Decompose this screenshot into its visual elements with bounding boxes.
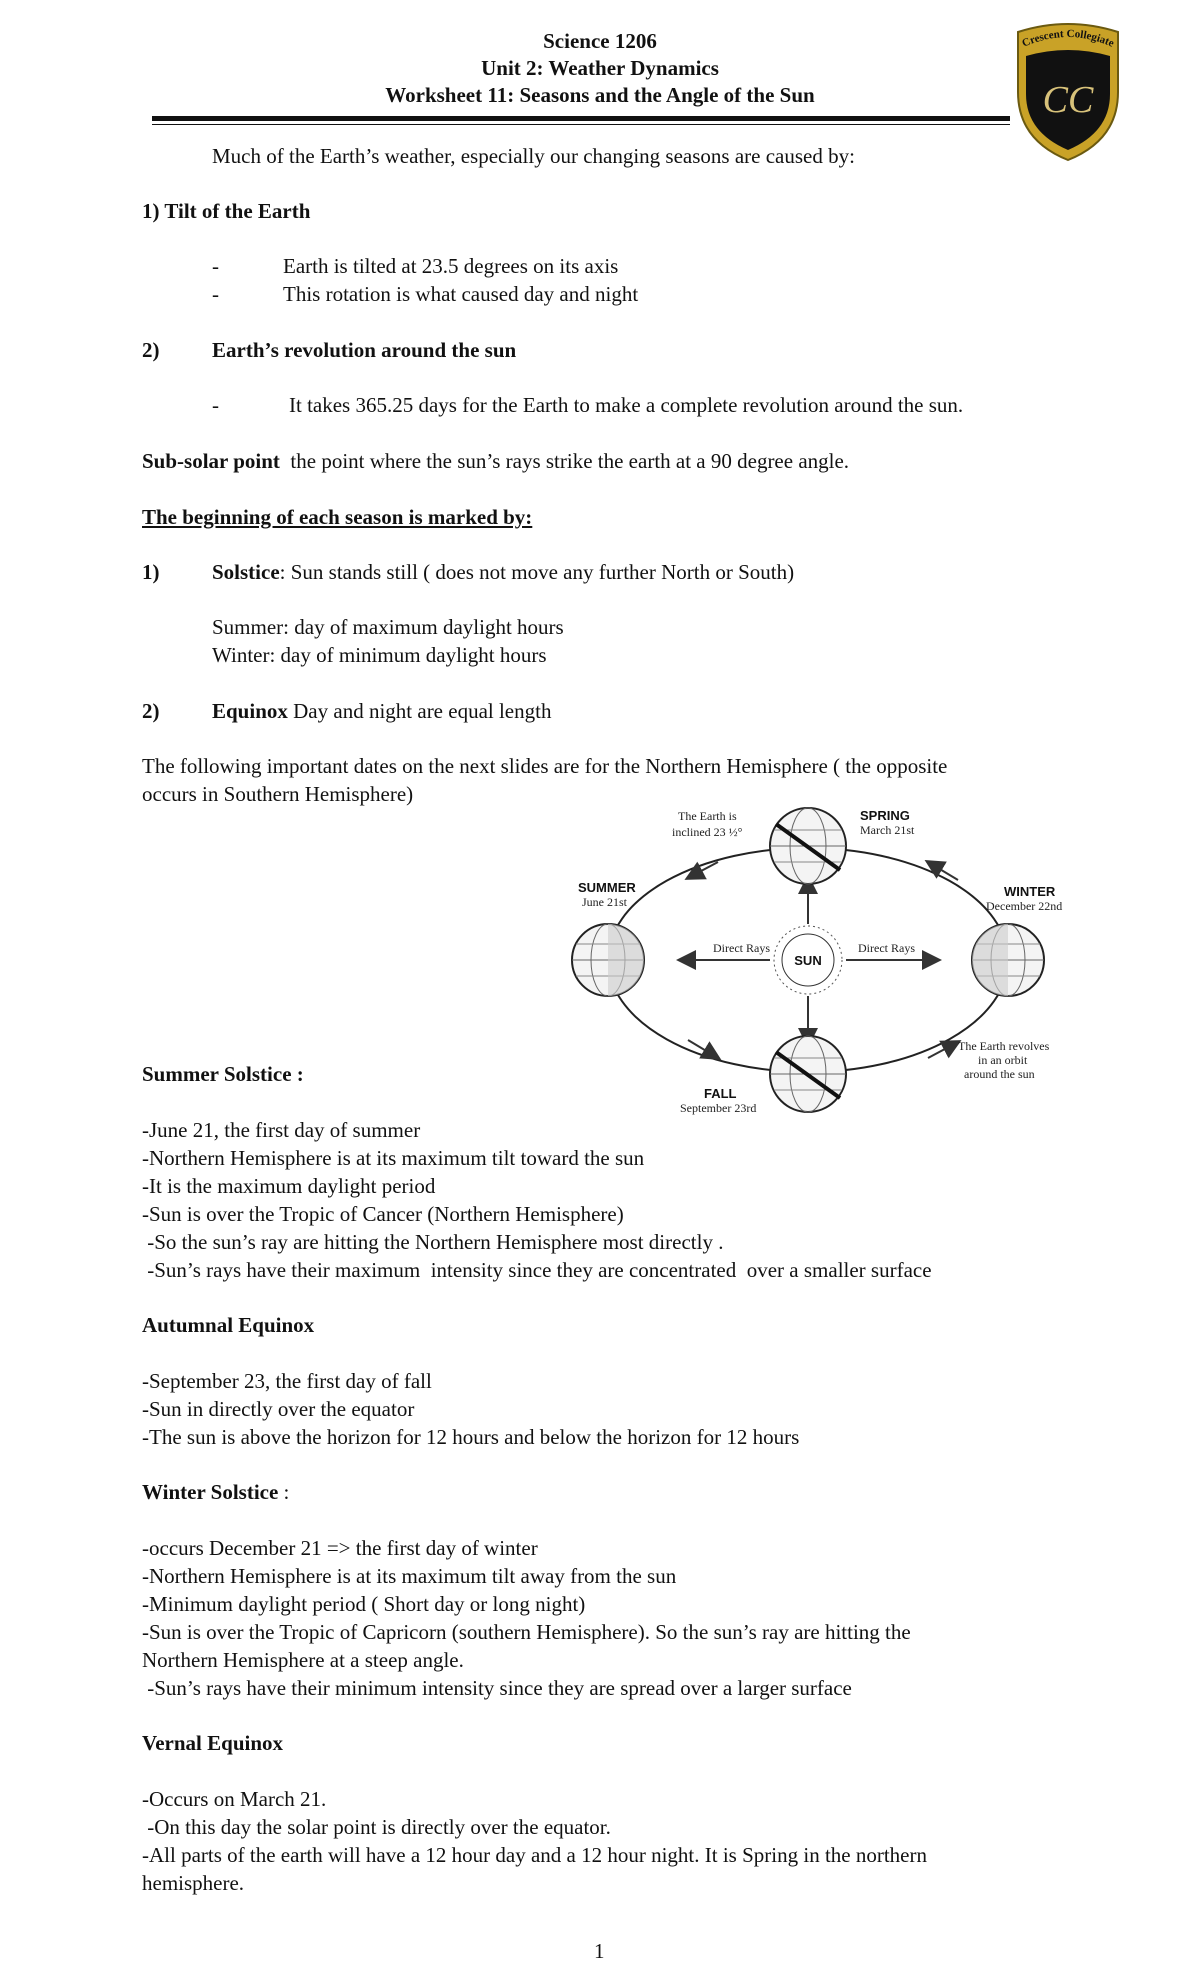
winter-solstice-line: Northern Hemisphere at a steep angle. — [142, 1648, 464, 1672]
tilt-heading: 1) Tilt of the Earth — [142, 199, 311, 223]
solstice-winter: Winter: day of minimum daylight hours — [212, 643, 547, 667]
subsolar-text: the point where the sun’s rays strike the earth at a 90 degree angle. — [290, 449, 850, 473]
solstice-text: : Sun stands still ( does not move any further North or South) — [279, 560, 795, 584]
subsolar-definition — [142, 448, 849, 474]
solstice-term: Solstice — [212, 560, 280, 584]
sun-label: SUN — [794, 953, 822, 968]
globe-winter-icon — [972, 924, 1044, 996]
summer-solstice-line: -So the sun’s ray are hitting the Northern Hemisphere most directly . — [142, 1230, 724, 1254]
winter-solstice-line: -Sun’s rays have their minimum intensity since they are spread over a larger surface — [142, 1676, 852, 1700]
revolves-label-line-3: around the sun — [964, 1067, 1035, 1081]
autumnal-equinox-line: -Sun in directly over the equator — [142, 1397, 415, 1421]
subsolar-term: Sub-solar point — [142, 449, 280, 473]
summer-solstice-line: -Northern Hemisphere is at its maximum tilt toward the sun — [142, 1146, 645, 1170]
vernal-equinox-line: -On this day the solar point is directly over the equator. — [142, 1815, 611, 1839]
summer-date: June 21st — [582, 895, 627, 909]
dates-note-line-1: The following important dates on the next slides are for the Northern Hemisphere ( the opposite — [142, 754, 948, 778]
solstice-definition — [212, 559, 794, 585]
page-number: 1 — [594, 1939, 605, 1963]
vernal-equinox-line: hemisphere. — [142, 1871, 245, 1895]
spring-date: March 21st — [860, 823, 915, 837]
solstice-summer: Summer: day of maximum daylight hours — [212, 615, 564, 639]
globe-summer-icon — [572, 924, 644, 996]
tilt-bullet-1: Earth is tilted at 23.5 degrees on its axis — [283, 254, 619, 278]
school-crest-logo — [1014, 22, 1122, 162]
vernal-equinox-heading: Vernal Equinox — [142, 1731, 284, 1755]
revolves-label-line-2: in an orbit — [978, 1053, 1028, 1067]
tilt-bullet-2: This rotation is what caused day and night — [283, 282, 639, 306]
orbit-arrow-icon — [928, 1042, 958, 1058]
winter-solstice-heading-row — [142, 1479, 289, 1505]
fall-label: FALL — [704, 1086, 737, 1101]
bullet-dash: - — [212, 282, 219, 306]
winter-solstice-line: -Sun is over the Tropic of Capricorn (southern Hemisphere). So the sun’s ray are hitting the — [142, 1620, 911, 1644]
summer-solstice-line: -It is the maximum daylight period — [142, 1174, 436, 1198]
winter-label: WINTER — [1004, 884, 1056, 899]
globe-fall-icon — [770, 1036, 846, 1112]
winter-solstice-line: -Northern Hemisphere is at its maximum tilt away from the sun — [142, 1564, 677, 1588]
spring-label: SPRING — [860, 808, 910, 823]
unit-title: Unit 2: Weather Dynamics — [481, 56, 719, 80]
dates-note-line-2: occurs in Southern Hemisphere) — [142, 782, 414, 806]
globe-spring-icon — [770, 808, 846, 884]
summer-solstice-line: -Sun’s rays have their maximum intensity since they are concentrated over a smaller surface — [142, 1258, 932, 1282]
winter-solstice-heading: Winter Solstice — [142, 1480, 279, 1504]
direct-rays-right-label: Direct Rays — [858, 941, 915, 955]
inclined-label-line-2: inclined 23 ½° — [672, 825, 743, 839]
header-rule-thin — [152, 124, 1010, 125]
header-rule-thick — [152, 116, 1010, 121]
course-title: Science 1206 — [543, 29, 657, 53]
revolution-number: 2) — [142, 338, 160, 362]
vernal-equinox-line: -Occurs on March 21. — [142, 1787, 327, 1811]
crest-text: Crescent Collegiate — [1020, 27, 1116, 50]
equinox-number: 2) — [142, 699, 160, 723]
equinox-text: Day and night are equal length — [293, 699, 552, 723]
bullet-dash: - — [212, 393, 219, 417]
seasons-orbit-diagram — [568, 800, 1088, 1120]
winter-solstice-line: -occurs December 21 => the first day of winter — [142, 1536, 538, 1560]
direct-rays-left-label: Direct Rays — [713, 941, 770, 955]
autumnal-equinox-line: -The sun is above the horizon for 12 hours and below the horizon for 12 hours — [142, 1425, 800, 1449]
summer-solstice-heading: Summer Solstice : — [142, 1062, 304, 1086]
bullet-dash: - — [212, 254, 219, 278]
revolution-heading: Earth’s revolution around the sun — [212, 338, 517, 362]
equinox-definition — [212, 698, 551, 724]
summer-label: SUMMER — [578, 880, 636, 895]
summer-solstice-line: -June 21, the first day of summer — [142, 1118, 421, 1142]
vernal-equinox-line: -All parts of the earth will have a 12 hour day and a 12 hour night. It is Spring in the northern — [142, 1843, 927, 1867]
worksheet-title: Worksheet 11: Seasons and the Angle of the Sun — [385, 83, 815, 107]
equinox-term: Equinox — [212, 699, 288, 723]
solstice-number: 1) — [142, 560, 160, 584]
winter-solstice-line: -Minimum daylight period ( Short day or long night) — [142, 1592, 586, 1616]
season-marker-heading: The beginning of each season is marked by: — [142, 505, 533, 529]
autumnal-equinox-line: -September 23, the first day of fall — [142, 1369, 432, 1393]
inclined-label-line-1: The Earth is — [678, 809, 737, 823]
intro-text: Much of the Earth’s weather, especially our changing seasons are caused by: — [212, 144, 855, 168]
winter-solstice-colon: : — [278, 1480, 290, 1504]
winter-date: December 22nd — [986, 899, 1063, 913]
autumnal-equinox-heading: Autumnal Equinox — [142, 1313, 315, 1337]
fall-date: September 23rd — [680, 1101, 757, 1115]
revolution-bullet: It takes 365.25 days for the Earth to make a complete revolution around the sun. — [289, 393, 964, 417]
crest-monogram: CC — [1042, 79, 1094, 121]
summer-solstice-line: -Sun is over the Tropic of Cancer (Northern Hemisphere) — [142, 1202, 624, 1226]
revolves-label-line-1: The Earth revolves — [958, 1039, 1050, 1053]
